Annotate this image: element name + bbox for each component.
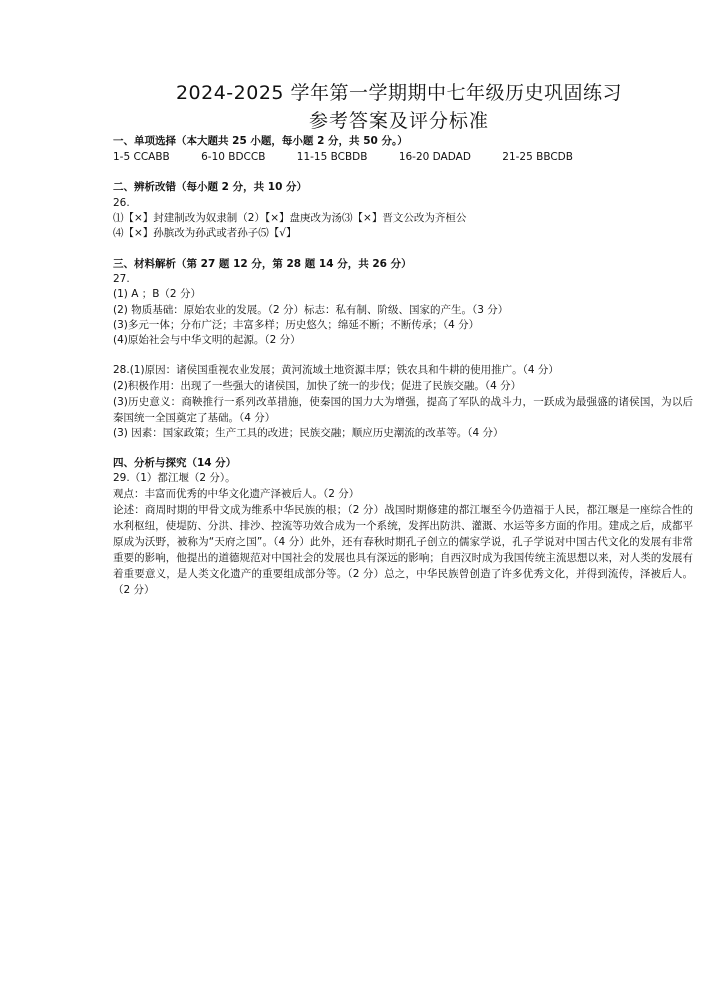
question-26-line-2: ⑷【×】孙膑改为孙武或者孙子⑸【√】 [113, 227, 297, 239]
section4-heading: 四、分析与探究（14 分） [113, 457, 237, 469]
section3-heading: 三、材料解析（第 27 题 12 分，第 28 题 14 分，共 26 分） [113, 258, 412, 270]
question-26-number: 26. [113, 197, 130, 209]
question-28-line-3: (3)历史意义：商鞅推行一系列改革措施，使秦国的国力大为增强，提高了军队的战斗力，一跃成为最强盛的诸侯国，为以后秦国统一全国奠定了基础。（4 分） [113, 396, 693, 424]
question-27-line-3: (3)多元一体；分布广泛；丰富多样；历史悠久；绵延不断；不断传承；（4 分） [113, 319, 480, 331]
document-title: 2024-2025 学年第一学期期中七年级历史巩固练习 [175, 82, 623, 104]
answer-group-2: 6-10 BDCCB [201, 151, 266, 163]
question-29-viewpoint: 观点：丰富而优秀的中华文化遗产泽被后人。（2 分） [113, 488, 360, 500]
question-27-line-4: (4)原始社会与中华文明的起源。（2 分） [113, 334, 301, 346]
answer-group-1: 1-5 CCABB [113, 151, 170, 163]
section2-heading: 二、辨析改错（每小题 2 分，共 10 分） [113, 181, 308, 193]
question-29-line-1: 29.（1）都江堰（2 分）。 [113, 472, 236, 484]
answer-group-5: 21-25 BBCDB [502, 151, 573, 163]
question-28-line-2: (2)积极作用：出现了一些强大的诸侯国，加快了统一的步伐；促进了民族交融。（4 分） [113, 380, 522, 392]
question-27-line-1: (1) A ；B（2 分） [113, 288, 201, 300]
section1-heading: 一、单项选择（本大题共 25 小题，每小题 2 分，共 50 分。） [113, 135, 408, 147]
answer-group-3: 11-15 BCBDB [296, 151, 368, 163]
answer-group-4: 16-20 DADAD [398, 151, 471, 163]
question-27-number: 27. [113, 273, 130, 285]
question-29-argument: 论述：商周时期的甲骨文成为维系中华民族的根；（2 分）战国时期修建的都江堰至今仍造福于人民，都江堰是一座综合性的水利枢纽，使堤防、分洪、排沙、控流等功效合成为一个系统，发挥出防洪、灌溉、水运等多方面的作用。建成之后，成都平原成为沃野，被称为“天府之国”。（4 分）此外，还有春秋时期孔子创立的儒家学说，孔子学说对中国古代文化的发展有非常重要的影响，他提出的道德规范对中国社会的发展也具有深远的影响；自西汉时成为我国传统主流思想以来，对人类的发展有着重要意义，是人类文化遗产的重要组成部分等。（2 分）总之，中华民族曾创造了许多优秀文化，并得到流传，泽被后人。（2 分） [113, 504, 693, 596]
question-26-line-1: ⑴【×】封建制改为奴隶制（2）【×】盘庚改为汤⑶【×】晋文公改为齐桓公 [113, 212, 467, 224]
question-28-line-1: 28.(1)原因：诸侯国重视农业发展；黄河流域土地资源丰厚；铁农具和牛耕的使用推广。（4 分） [113, 364, 559, 376]
question-28-line-4: (3) 因素：国家政策；生产工具的改进；民族交融；顺应历史潮流的改革等。（4 分） [113, 427, 504, 439]
question-27-line-2: (2) 物质基础：原始农业的发展。（2 分）标志：私有制、阶级、国家的产生。（3 分） [113, 304, 509, 316]
document-subtitle: 参考答案及评分标准 [308, 110, 489, 132]
section1-answers [113, 150, 573, 164]
